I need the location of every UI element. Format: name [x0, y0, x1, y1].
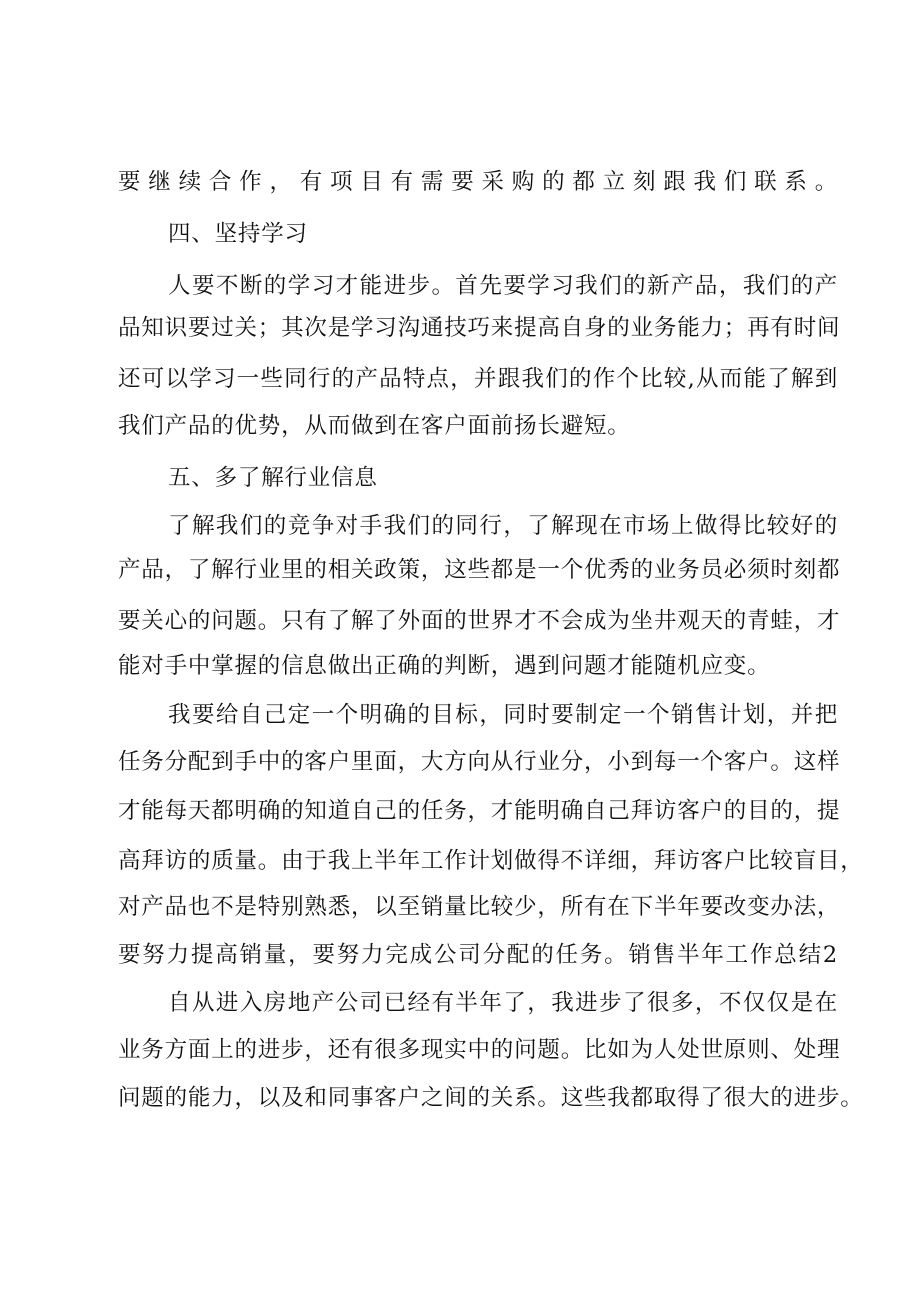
- text-line: 业务方面上的进步，还有很多现实中的问题。比如为人处世原则、处理: [118, 1037, 841, 1063]
- text-line: 要继续合作，有项目有需要采购的都立刻跟我们联系。: [118, 169, 838, 195]
- text-line: 要关心的问题。只有了解了外面的世界才不会成为坐井观天的青蛙，才: [118, 608, 841, 634]
- text-line: 任务分配到手中的客户里面，大方向从行业分，小到每一个客户。这样: [118, 749, 841, 775]
- text-line: 对产品也不是特别熟悉，以至销量比较少，所有在下半年要改变办法，: [118, 894, 841, 920]
- text-line: 我要给自己定一个明确的目标，同时要制定一个销售计划，并把: [168, 702, 838, 728]
- section-heading-industry-info: 五、多了解行业信息: [168, 465, 378, 491]
- text-line: 了解我们的竞争对手我们的同行，了解现在市场上做得比较好的: [168, 513, 838, 539]
- text-line: 高拜访的质量。由于我上半年工作计划做得不详细，拜访客户比较盲目，: [118, 848, 864, 874]
- text-line: 问题的能力，以及和同事客户之间的关系。这些我都取得了很大的进步。: [118, 1085, 864, 1111]
- text-line: 还可以学习一些同行的产品特点，并跟我们的作个比较,从而能了解到: [118, 366, 838, 392]
- text-line: 我们产品的优势，从而做到在客户面前扬长避短。: [118, 413, 631, 439]
- text-line: 能对手中掌握的信息做出正确的判断，遇到问题才能随机应变。: [118, 653, 771, 679]
- text-line: 要努力提高销量，要努力完成公司分配的任务。销售半年工作总结2: [118, 942, 838, 968]
- text-line: 自从进入房地产公司已经有半年了，我进步了很多，不仅仅是在: [168, 990, 838, 1016]
- text-line: 人要不断的学习才能进步。首先要学习我们的新产品，我们的产: [168, 273, 838, 299]
- section-heading-study: 四、坚持学习: [168, 221, 308, 247]
- text-line: 产品，了解行业里的相关政策，这些都是一个优秀的业务员必须时刻都: [118, 557, 841, 583]
- text-line: 品知识要过关；其次是学习沟通技巧来提高自身的业务能力；再有时间: [118, 315, 841, 341]
- text-line: 才能每天都明确的知道自己的任务，才能明确自己拜访客户的目的，提: [118, 798, 841, 824]
